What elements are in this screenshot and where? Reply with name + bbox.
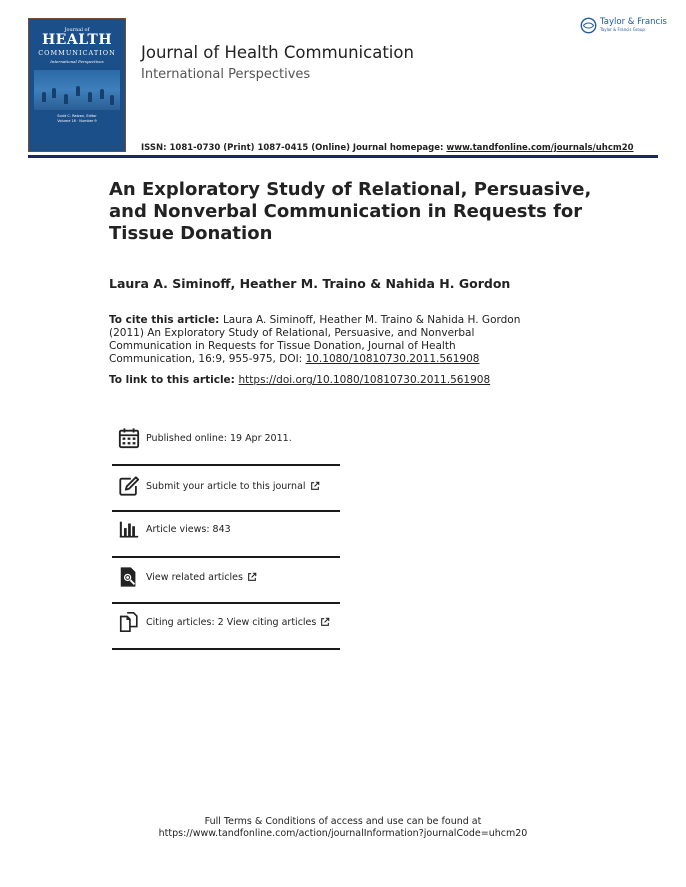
footer-terms-line: Full Terms & Conditions of access and use can be found at xyxy=(204,816,482,827)
citation-doi-link[interactable]: 10.1080/10810730.2011.561908 xyxy=(305,353,480,365)
edit-icon xyxy=(118,475,140,497)
journal-homepage-link[interactable]: www.tandfonline.com/journals/uhcm20 xyxy=(446,143,634,153)
citing-articles-row[interactable] xyxy=(112,599,340,645)
published-online-row xyxy=(112,415,340,461)
article-authors: Laura A. Siminoff, Heather M. Traino & Nahida H. Gordon xyxy=(109,276,511,291)
citation-label: To cite this article: xyxy=(109,314,223,326)
cover-foot-line2: Volume 16 · Number 9 xyxy=(57,119,97,123)
cover-foot-line1: Scott C. Ratzan, Editor xyxy=(57,114,97,118)
article-views-row xyxy=(112,506,340,552)
citation-text: Laura A. Siminoff, Heather M. Traino & Nahida H. Gordon (2011) An Exploratory Study of Relational, Persuasive, and Nonverbal Communication in Requests for Tissue Donation, Journal of Health Communication, 16:9, 955-975, DOI: xyxy=(109,314,521,365)
article-link-line xyxy=(109,374,490,386)
article-doi-link[interactable]: https://doi.org/10.1080/10810730.2011.561908 xyxy=(238,374,491,386)
related-articles-row[interactable] xyxy=(112,554,340,600)
taylor-francis-logo-icon xyxy=(580,17,597,34)
publisher-name: Taylor & Francis xyxy=(600,17,667,27)
row-divider xyxy=(112,648,340,650)
publisher-tagline: Taylor & Francis Group xyxy=(600,27,645,32)
cover-big-line: HEALTH xyxy=(41,32,113,48)
cover-small-line: Journal of xyxy=(64,27,90,33)
journal-cover-image xyxy=(28,18,126,152)
issn-line xyxy=(141,143,634,153)
article-title: An Exploratory Study of Relational, Persuasive, and Nonverbal Communication in Requests for Tissue Donation xyxy=(109,179,592,244)
external-link-icon xyxy=(310,481,320,491)
citing-articles-icon xyxy=(118,611,140,633)
journal-subtitle: International Perspectives xyxy=(141,67,311,82)
external-link-icon xyxy=(247,572,257,582)
issn-text: ISSN: 1081-0730 (Print) 1087-0415 (Online) Journal homepage: xyxy=(141,143,447,153)
article-views-label: Article views: 843 xyxy=(146,523,231,535)
calendar-icon xyxy=(118,427,140,449)
bar-chart-icon xyxy=(118,518,140,540)
footer xyxy=(0,816,686,840)
cover-mid-line: COMMUNICATION xyxy=(38,49,116,57)
link-label: To link to this article: xyxy=(109,374,239,386)
header-divider xyxy=(28,155,658,158)
publisher-logo[interactable] xyxy=(580,17,667,34)
journal-title[interactable]: Journal of Health Communication xyxy=(141,43,414,62)
cover-sub-line: International Perspectives xyxy=(50,59,104,64)
search-document-icon xyxy=(118,566,140,588)
footer-terms-link[interactable]: https://www.tandfonline.com/action/journalInformation?journalCode=uhcm20 xyxy=(158,828,528,839)
citation-block xyxy=(109,314,529,366)
cover-artwork xyxy=(34,70,120,110)
submit-article-label[interactable]: Submit your article to this journal xyxy=(146,480,306,492)
published-online-label: Published online: 19 Apr 2011. xyxy=(146,432,292,444)
submit-article-row[interactable] xyxy=(112,463,340,509)
citing-articles-label[interactable]: Citing articles: 2 View citing articles xyxy=(146,616,317,628)
external-link-icon xyxy=(320,617,330,627)
related-articles-label[interactable]: View related articles xyxy=(146,571,243,583)
